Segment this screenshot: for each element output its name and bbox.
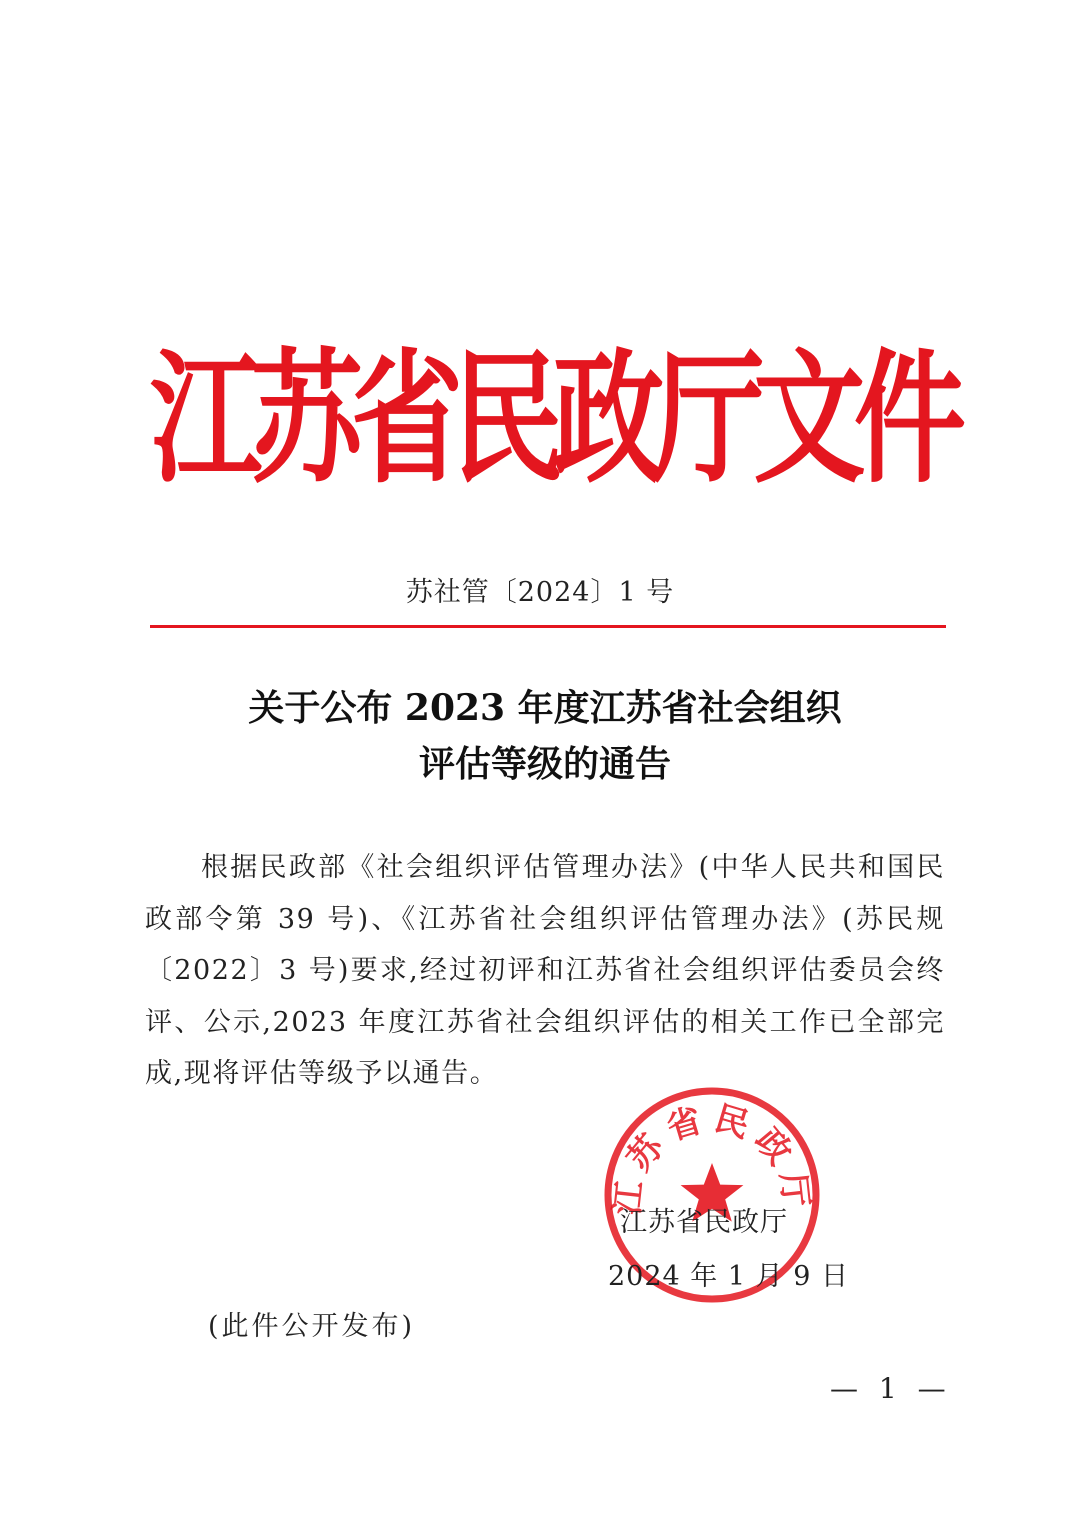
seal-arc-text: 江苏省民政厅 — [607, 1098, 817, 1218]
notice-title-line-2: 评估等级的通告 — [418, 743, 671, 785]
document-header-title — [150, 335, 966, 504]
notice-body-paragraph: 根据民政部《社会组织评估管理办法》(中华人民共和国民政部令第 39 号)、《江苏省社会组织评估管理办法》(苏民规〔2022〕3 号)要求,经过初评和江苏省社会组织评估委员会终评、公示,2023 年度江苏省社会组织评估的相关工作已全部完成,现将评估等级予以通告。 — [145, 852, 945, 1089]
header-title-char: 政 — [552, 335, 665, 504]
red-divider-line — [150, 625, 946, 628]
signature-date: 2024 年 1 月 9 日 — [608, 1261, 849, 1292]
header-title-char: 文 — [753, 335, 866, 504]
notice-title — [150, 680, 940, 792]
signature-organization: 江苏省民政厅 — [620, 1207, 788, 1238]
header-title-char: 民 — [451, 335, 564, 504]
header-title-char: 苏 — [250, 335, 363, 504]
header-title-char: 件 — [853, 335, 966, 504]
page-number: — 1 — — [830, 1372, 952, 1405]
header-title-char: 江 — [150, 335, 262, 504]
header-title-char: 省 — [351, 335, 464, 504]
public-release-note: (此件公开发布) — [208, 1311, 416, 1342]
document-number: 苏社管〔2024〕1 号 — [405, 577, 675, 608]
notice-title-line-1: 关于公布 2023 年度江苏省社会组织 — [248, 687, 842, 729]
header-title-char: 厅 — [652, 335, 765, 504]
